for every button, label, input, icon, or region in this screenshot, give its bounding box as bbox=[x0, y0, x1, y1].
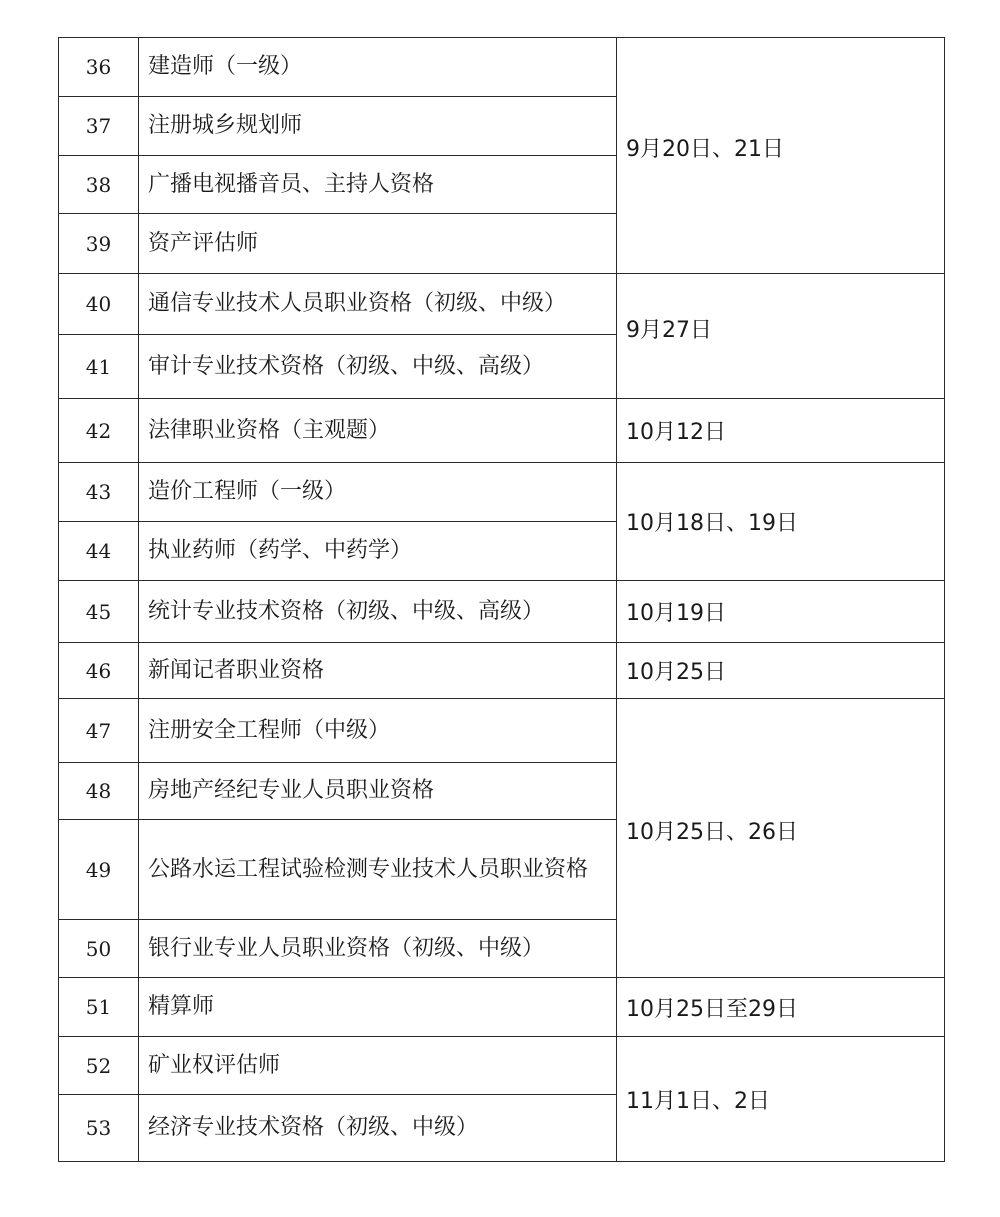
exam-date-text: 10月25日、26日 bbox=[626, 819, 798, 845]
table-row bbox=[59, 38, 945, 97]
table-row bbox=[59, 978, 945, 1037]
exam-date-text: 10月25日 bbox=[626, 660, 726, 685]
row-number: 39 bbox=[59, 214, 139, 274]
exam-name: 执业药师（药学、中药学） bbox=[139, 522, 617, 581]
table-row bbox=[59, 643, 945, 699]
exam-date-text: 10月19日 bbox=[626, 601, 726, 626]
exam-name: 资产评估师 bbox=[139, 214, 617, 274]
row-number: 47 bbox=[59, 699, 139, 763]
exam-name: 审计专业技术资格（初级、中级、高级） bbox=[139, 335, 617, 399]
exam-name: 房地产经纪专业人员职业资格 bbox=[139, 763, 617, 820]
exam-date-text: 9月20日、21日 bbox=[626, 137, 784, 162]
exam-date bbox=[617, 399, 945, 463]
row-number: 46 bbox=[59, 643, 139, 699]
exam-name: 新闻记者职业资格 bbox=[139, 643, 617, 699]
table-row bbox=[59, 581, 945, 643]
exam-date-text: 9月27日 bbox=[626, 317, 712, 343]
row-number: 45 bbox=[59, 581, 139, 643]
row-number: 44 bbox=[59, 522, 139, 581]
exam-name: 建造师（一级） bbox=[139, 38, 617, 97]
exam-name: 矿业权评估师 bbox=[139, 1037, 617, 1095]
exam-date-text: 10月12日 bbox=[626, 420, 726, 445]
row-number: 42 bbox=[59, 399, 139, 463]
row-number: 40 bbox=[59, 274, 139, 335]
table-row bbox=[59, 274, 945, 335]
exam-name: 统计专业技术资格（初级、中级、高级） bbox=[139, 581, 617, 643]
exam-name: 造价工程师（一级） bbox=[139, 463, 617, 522]
exam-date bbox=[617, 1037, 945, 1162]
row-number: 51 bbox=[59, 978, 139, 1037]
table-row bbox=[59, 399, 945, 463]
row-number: 41 bbox=[59, 335, 139, 399]
exam-name: 精算师 bbox=[139, 978, 617, 1037]
exam-name: 银行业专业人员职业资格（初级、中级） bbox=[139, 920, 617, 978]
exam-name: 注册安全工程师（中级） bbox=[139, 699, 617, 763]
exam-name: 通信专业技术人员职业资格（初级、中级） bbox=[139, 274, 617, 335]
table-row bbox=[59, 1037, 945, 1095]
exam-name: 广播电视播音员、主持人资格 bbox=[139, 156, 617, 214]
exam-date-text: 11月1日、2日 bbox=[626, 1088, 770, 1114]
row-number: 48 bbox=[59, 763, 139, 820]
row-number: 50 bbox=[59, 920, 139, 978]
exam-name: 法律职业资格（主观题） bbox=[139, 399, 617, 463]
exam-date-text: 10月18日、19日 bbox=[626, 511, 798, 536]
exam-name: 注册城乡规划师 bbox=[139, 97, 617, 156]
row-number: 38 bbox=[59, 156, 139, 214]
row-number: 49 bbox=[59, 820, 139, 920]
row-number: 53 bbox=[59, 1095, 139, 1162]
table-row bbox=[59, 463, 945, 522]
exam-date bbox=[617, 274, 945, 399]
exam-date bbox=[617, 581, 945, 643]
exam-date bbox=[617, 463, 945, 581]
exam-name: 公路水运工程试验检测专业技术人员职业资格 bbox=[139, 820, 617, 920]
row-number: 43 bbox=[59, 463, 139, 522]
exam-schedule-table bbox=[58, 37, 945, 1162]
row-number: 52 bbox=[59, 1037, 139, 1095]
table-row bbox=[59, 699, 945, 763]
exam-date bbox=[617, 978, 945, 1037]
exam-date bbox=[617, 38, 945, 274]
exam-date bbox=[617, 643, 945, 699]
exam-date bbox=[617, 699, 945, 978]
row-number: 37 bbox=[59, 97, 139, 156]
exam-name: 经济专业技术资格（初级、中级） bbox=[139, 1095, 617, 1162]
row-number: 36 bbox=[59, 38, 139, 97]
exam-date-text: 10月25日至29日 bbox=[626, 996, 798, 1022]
